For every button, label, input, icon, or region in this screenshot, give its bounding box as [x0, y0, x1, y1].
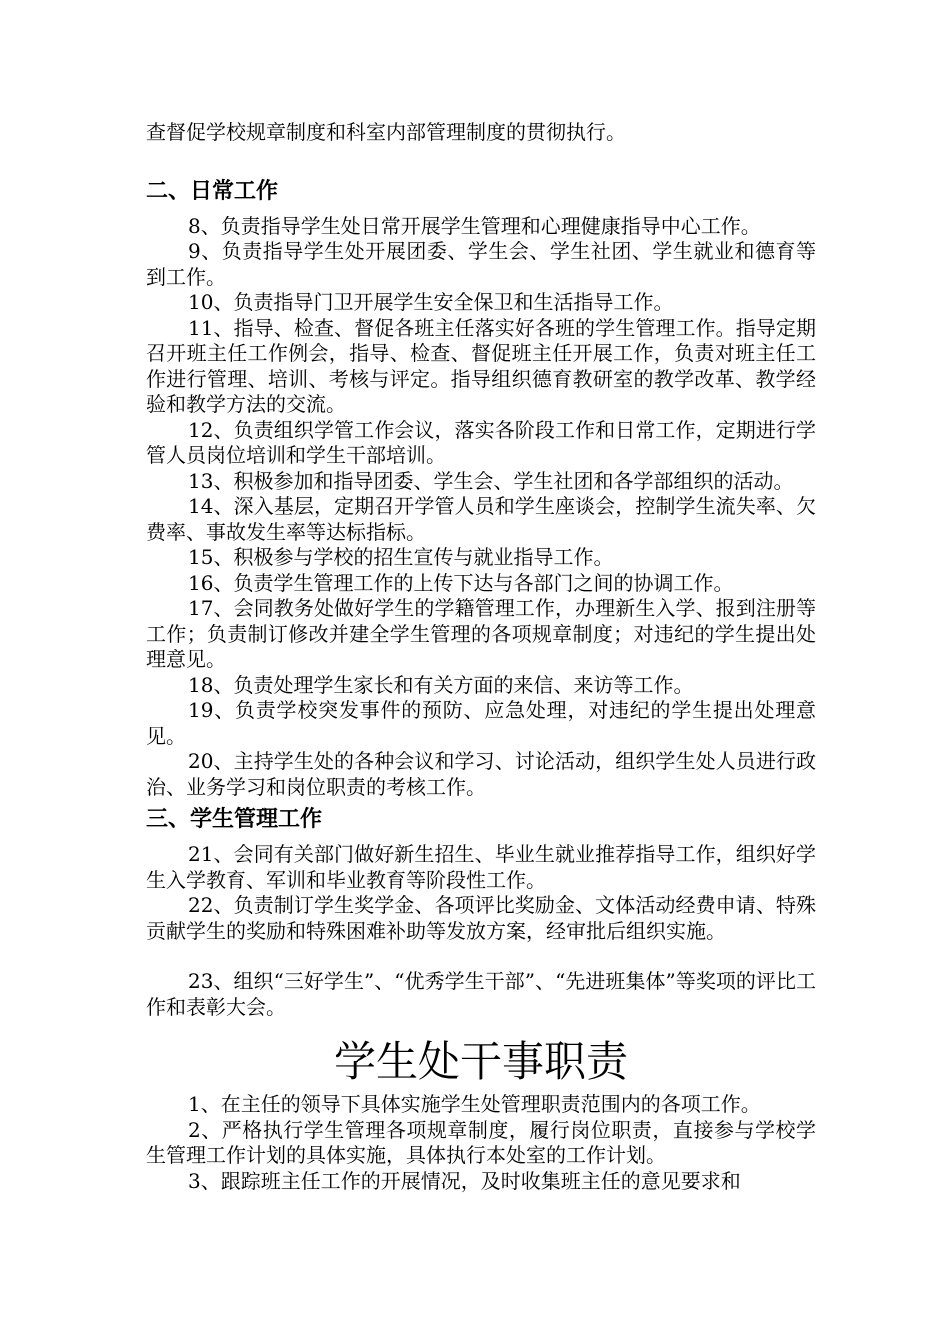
list-item: 12、负责组织学管工作会议，落实各阶段工作和日常工作，定期进行学管人员岗位培训和学生干部培训。 [146, 417, 816, 467]
document-title: 学生处干事职责 [333, 1037, 628, 1086]
list-item: 15、积极参与学校的招生宣传与就业指导工作。 [188, 545, 614, 569]
list-item: 22、负责制订学生奖学金、各项评比奖励金、文体活动经费申请、特殊贡献学生的奖励和特殊困难补助等发放方案，经审批后组织实施。 [146, 893, 816, 943]
list-item: 23、组织“三好学生”、“优秀学生干部”、“先进班集体”等奖项的评比工作和表彰大会。 [146, 969, 816, 1019]
list-item: 11、指导、检查、督促各班主任落实好各班的学生管理工作。指导定期召开班主任工作例会，指导、检查、督促班主任开展工作，负责对班主任工作进行管理、培训、考核与评定。指导组织德育教研室的教学改革、教学经验和教学方法的交流。 [146, 315, 816, 416]
list-item: 10、负责指导门卫开展学生安全保卫和生活指导工作。 [188, 290, 674, 314]
list-item: 19、负责学校突发事件的预防、应急处理，对违纪的学生提出处理意见。 [146, 698, 816, 748]
list-item: 14、深入基层，定期召开学管人员和学生座谈会，控制学生流失率、欠费率、事故发生率等达标指标。 [146, 494, 816, 544]
staff-duties-list [146, 1092, 816, 1194]
document-page [146, 120, 816, 1194]
list-item: 9、负责指导学生处开展团委、学生会、学生社团、学生就业和德育等到工作。 [146, 239, 816, 289]
list-item: 1、在主任的领导下具体实施学生处管理职责范围内的各项工作。 [188, 1092, 761, 1116]
list-item: 20、主持学生处的各种会议和学习、讨论活动，组织学生处人员进行政治、业务学习和岗位职责的考核工作。 [146, 749, 816, 799]
section-heading-student-management: 三、学生管理工作 [146, 807, 323, 832]
section-heading-daily-work: 二、日常工作 [146, 178, 279, 204]
list-item: 17、会同教务处做好学生的学籍管理工作，办理新生入学、报到注册等工作；负责制订修改并建全学生管理的各项规章制度；对违纪的学生提出处理意见。 [146, 596, 816, 671]
list-item: 21、会同有关部门做好新生招生、毕业生就业推荐指导工作，组织好学生入学教育、军训和毕业教育等阶段性工作。 [146, 842, 816, 892]
student-management-list [146, 842, 816, 1020]
continued-paragraph: 查督促学校规章制度和科室内部管理制度的贯彻执行。 [146, 120, 626, 144]
list-item: 18、负责处理学生家长和有关方面的来信、来访等工作。 [188, 672, 694, 697]
list-item: 8、负责指导学生处日常开展学生管理和心理健康指导中心工作。 [188, 213, 761, 238]
list-item: 13、积极参加和指导团委、学生会、学生社团和各学部组织的活动。 [188, 468, 794, 493]
list-item: 2、严格执行学生管理各项规章制度，履行岗位职责，直接参与学校学生管理工作计划的具体实施，具体执行本处室的工作计划。 [146, 1117, 816, 1167]
list-item: 16、负责学生管理工作的上传下达与各部门之间的协调工作。 [188, 570, 734, 595]
list-item: 3、跟踪班主任工作的开展情况，及时收集班主任的意见要求和 [188, 1168, 741, 1193]
daily-work-list [146, 214, 816, 801]
